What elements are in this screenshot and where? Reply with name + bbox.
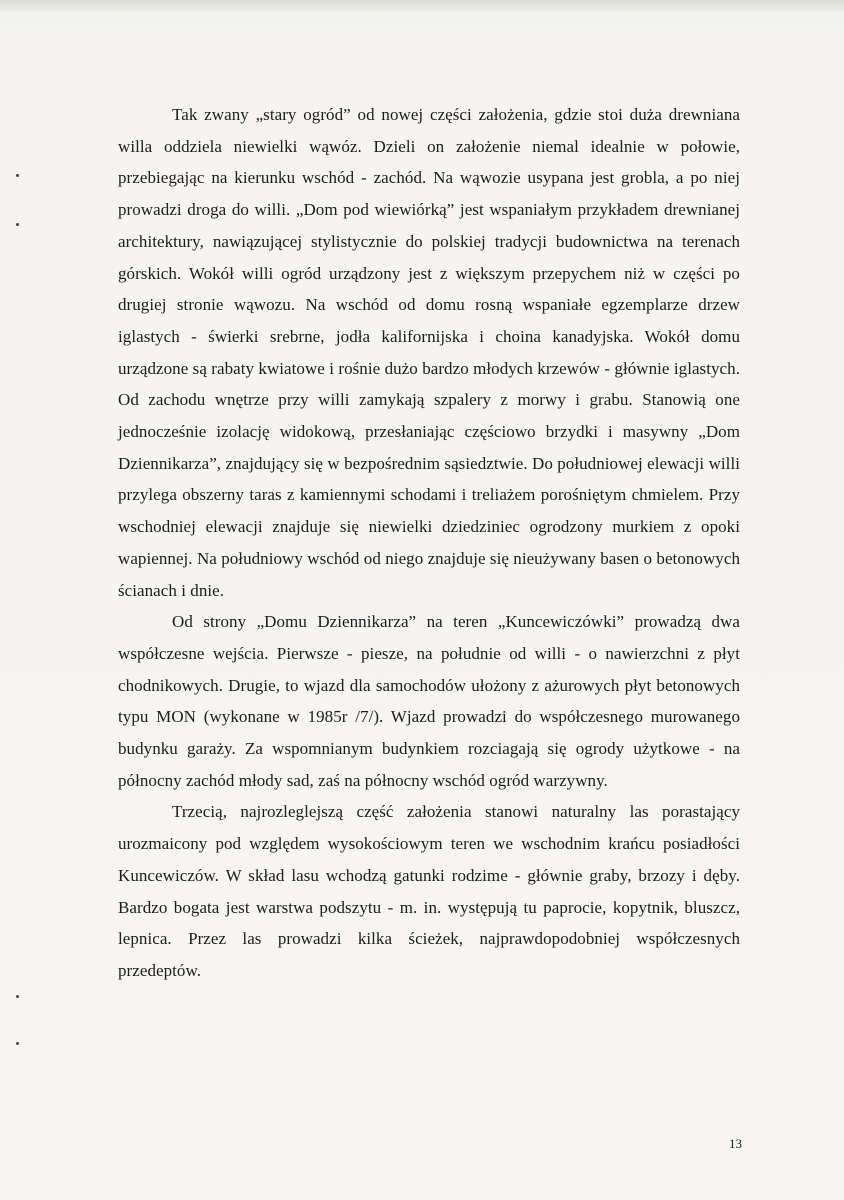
paragraph: Trzecią, najrozleglejszą część założenia stanowi naturalny las porastający urozmaicony pod względem wysokościowym teren we wschodnim krańcu posiadłości Kuncewiczów. W skład lasu wchodzą gatunki rodzime - głównie graby, brzozy i dęby. Bardzo bogata jest warstwa podszytu - m. in. występują tu paprocie, kopytnik, bluszcz, lepnica. Przez las prowadzi kilka ścieżek, najprawdopodobniej współczesnych przedeptów.: [118, 802, 740, 980]
page-number: 13: [729, 1136, 742, 1151]
body-text: [118, 99, 740, 987]
margin-dot: [16, 174, 19, 177]
margin-dot: [16, 995, 19, 998]
margin-dot: [16, 223, 19, 226]
paragraph: Od strony „Domu Dziennikarza” na teren „Kuncewiczówki” prowadzą dwa współczesne wejścia. Pierwsze - piesze, na południe od willi - o nawierzchni z płyt chodnikowych. Drugie, to wjazd dla samochodów ułożony z ażurowych płyt betonowych typu MON (wykonane w 1985r /7/). Wjazd prowadzi do współczesnego murowanego budynku garaży. Za wspomnianym budynkiem rozciagają się ogrody użytkowe - na północny zachód młody sad, zaś na północny wschód ogród warzywny.: [118, 612, 740, 790]
scan-edge-shadow: [0, 0, 844, 12]
paragraph: Tak zwany „stary ogród” od nowej części założenia, gdzie stoi duża drewniana willa oddziela niewielki wąwóz. Dzieli on założenie niemal idealnie w połowie, przebiegając na kierunku wschód - zachód. Na wąwozie usypana jest grobla, a po niej prowadzi droga do willi. „Dom pod wiewiórką” jest wspaniałym przykładem drewnianej architektury, nawiązującej stylistycznie do polskiej tradycji budownictwa na terenach górskich. Wokół willi ogród urządzony jest z większym przepychem niż w części po drugiej stronie wąwozu. Na wschód od domu rosną wspaniałe egzemplarze drzew iglastych - świerki srebrne, jodła kalifornijska i choina kanadyjska. Wokół domu urządzone są rabaty kwiatowe i rośnie dużo bardzo młodych krzewów - głównie iglastych. Od zachodu wnętrze przy willi zamykają szpalery z morwy i grabu. Stanowią one jednocześnie izolację widokową, przesłaniając częściowo brzydki i masywny „Dom Dziennikarza”, znajdujący się w bezpośrednim sąsiedztwie. Do południowej elewacji willi przylega obszerny taras z kamiennymi schodami i treliażem porośniętym chmielem. Przy wschodniej elewacji znajduje się niewielki dziedziniec ogrodzony murkiem z opoki wapiennej. Na południowy wschód od niego znajduje się nieużywany basen o betonowych ścianach i dnie.: [118, 105, 740, 600]
margin-dot: [16, 1042, 19, 1045]
